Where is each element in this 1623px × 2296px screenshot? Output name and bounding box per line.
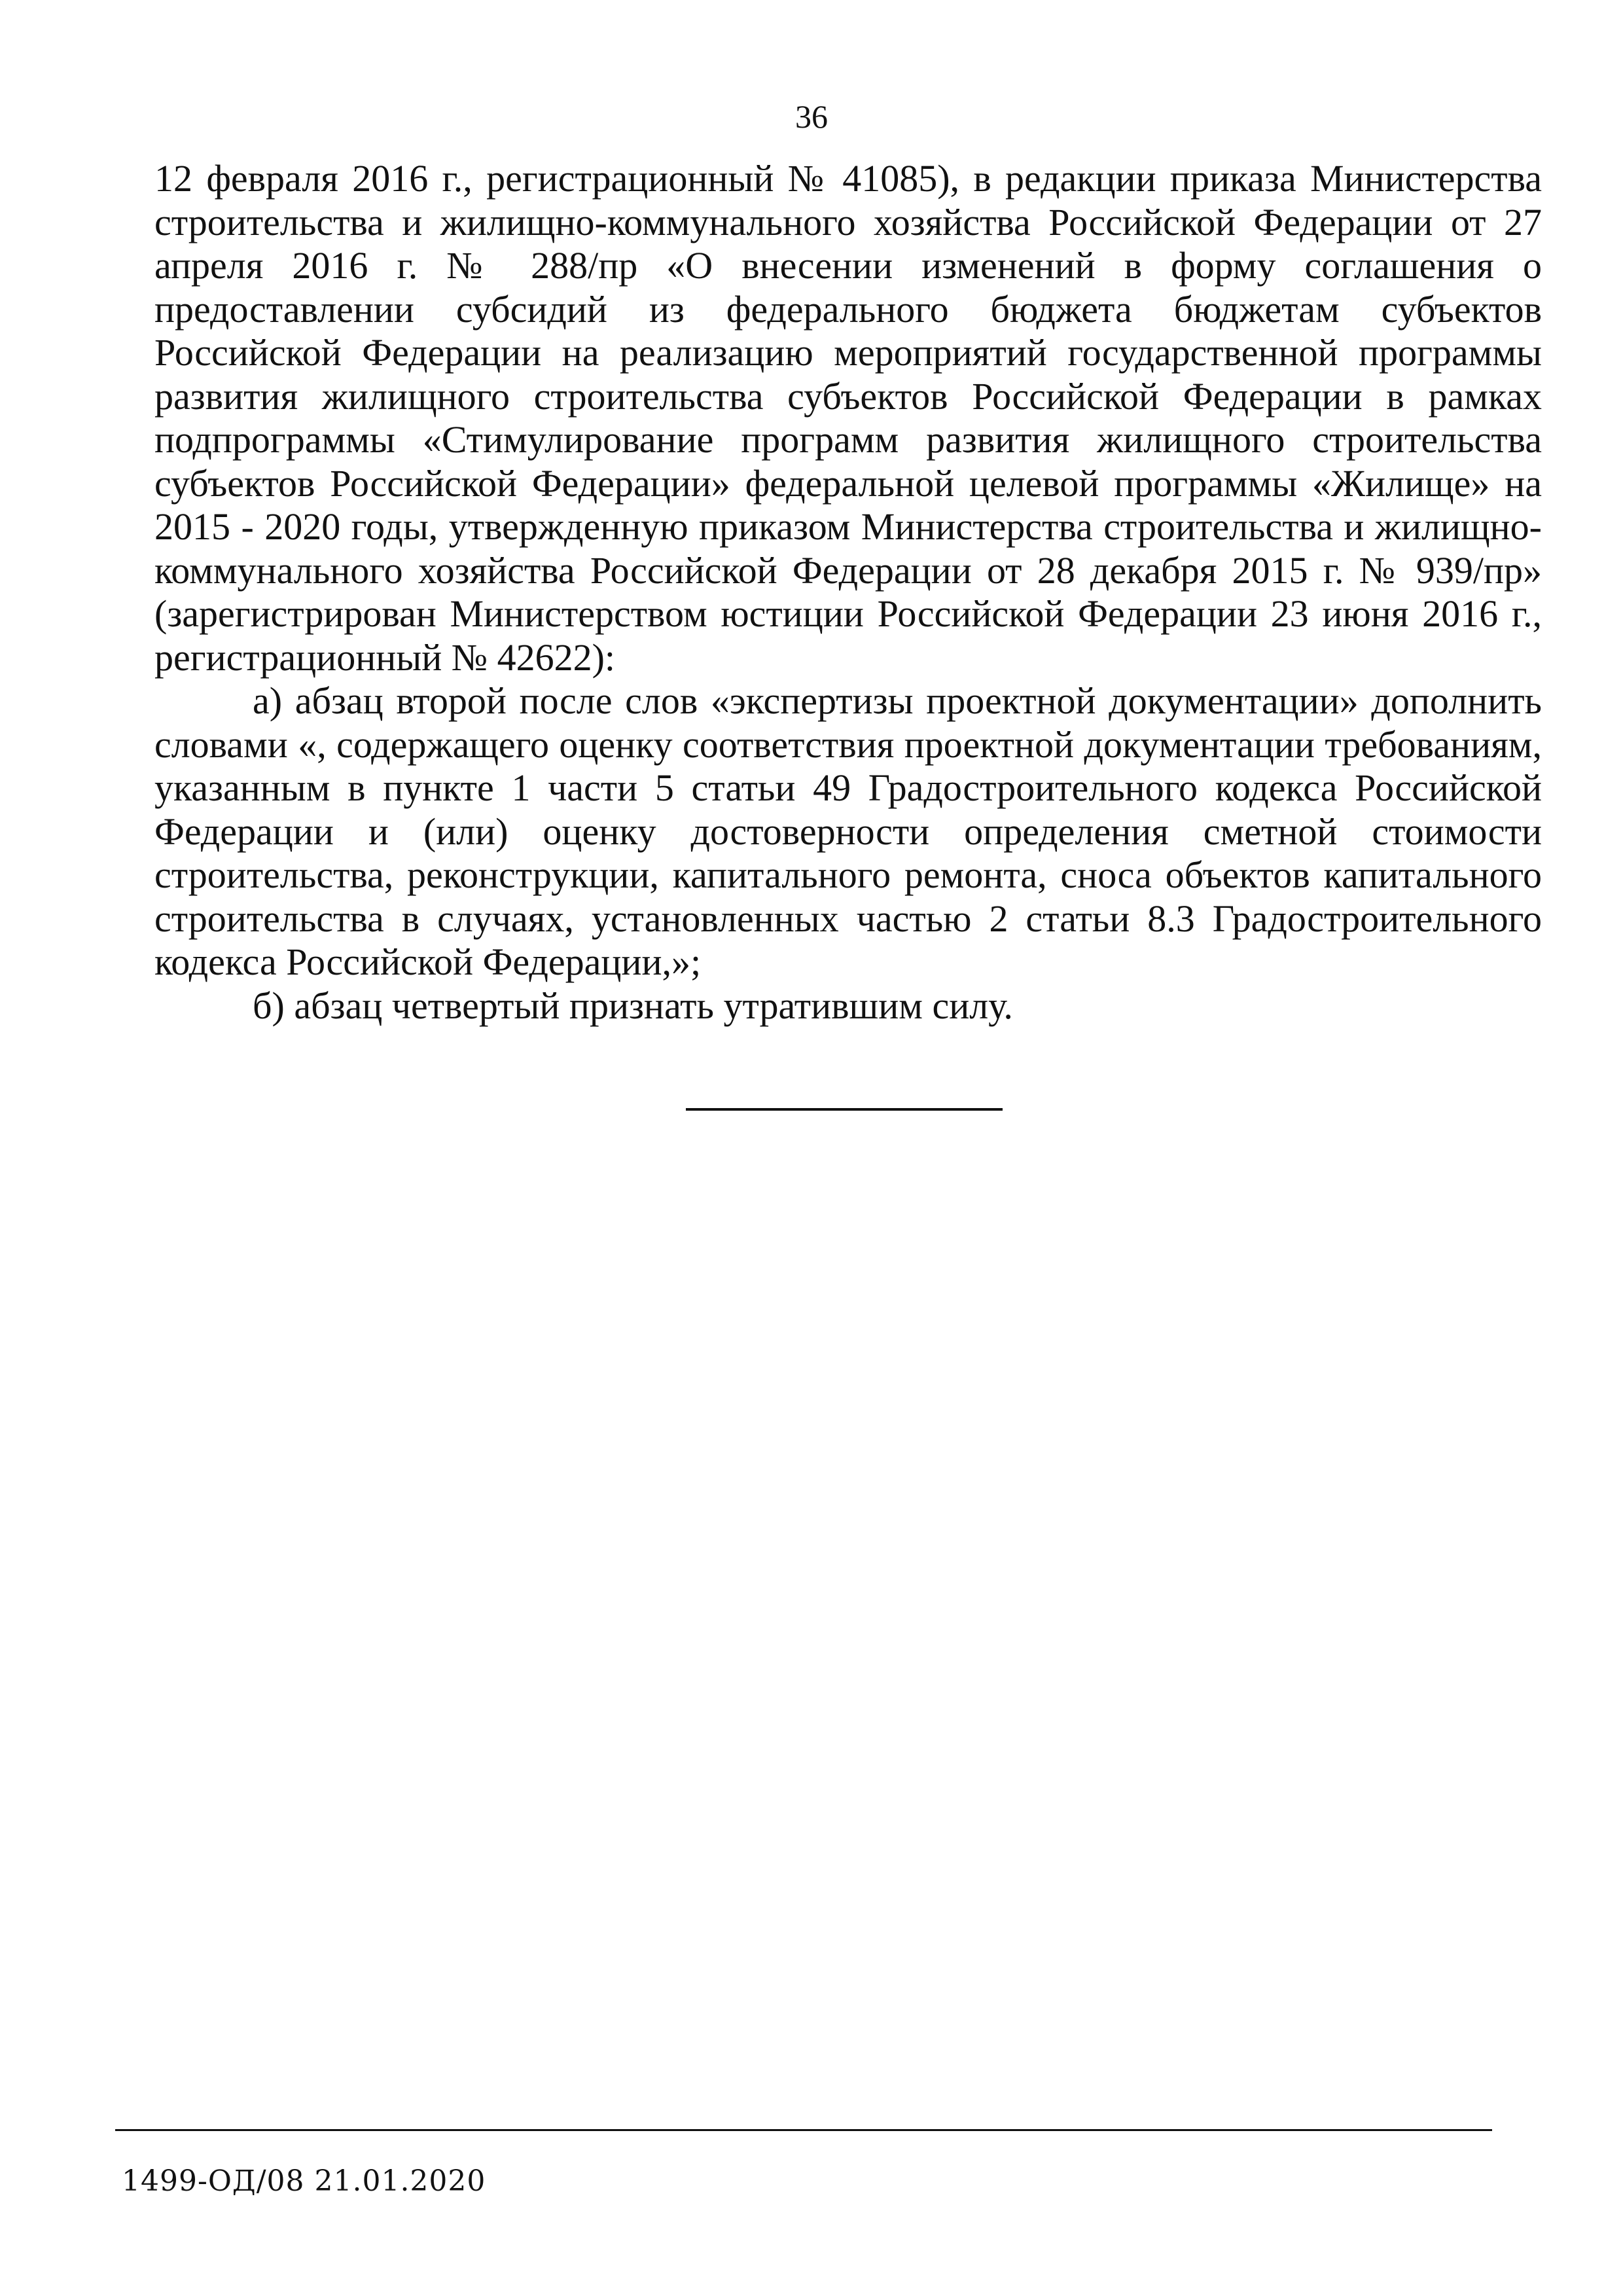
document-body <box>154 157 1542 1028</box>
body-paragraph-item-b: б) абзац четвертый признать утратившим силу. <box>253 984 1013 1027</box>
footer-document-code: 1499-ОД/08 21.01.2020 <box>122 2164 486 2198</box>
body-paragraph-continuation: 12 февраля 2016 г., регистрационный № 41085), в редакции приказа Министерства строительства и жилищно-коммунального хозяйства Российской Федерации от 27 апреля 2016 г. № 288/пр «О внесении изменений в форму соглашения о предоставлении субсидий из федерального бюджета бюджетам субъектов Российской Федерации на реализацию мероприятий государственной программы развития жилищного строительства субъектов Российской Федерации в рамках подпрограммы «Стимулирование программ развития жилищного строительства субъектов Российской Федерации» федеральной целевой программы «Жилище» на 2015 - 2020 годы, утвержденную приказом Министерства строительства и жилищно-коммунального хозяйства Российской Федерации от 28 декабря 2015 г. № 939/пр» (зарегистрирован Министерством юстиции Российской Федерации 23 июня 2016 г., регистрационный № 42622): <box>154 157 1542 679</box>
body-paragraph-item-a: а) абзац второй после слов «экспертизы проектной документации» дополнить словами «, содержащего оценку соответствия проектной документации требованиям, указанным в пункте 1 части 5 статьи 49 Градостроительного кодекса Российской Федерации и (или) оценку достоверности определения сметной стоимости строительства, реконструкции, капитального ремонта, сноса объектов капитального строительства в случаях, установленных частью 2 статьи 8.3 Градостроительного кодекса Российской Федерации,»; <box>154 679 1542 983</box>
end-of-text-separator <box>686 1108 1003 1111</box>
footer-divider <box>115 2129 1492 2131</box>
page-number: 36 <box>795 98 828 135</box>
